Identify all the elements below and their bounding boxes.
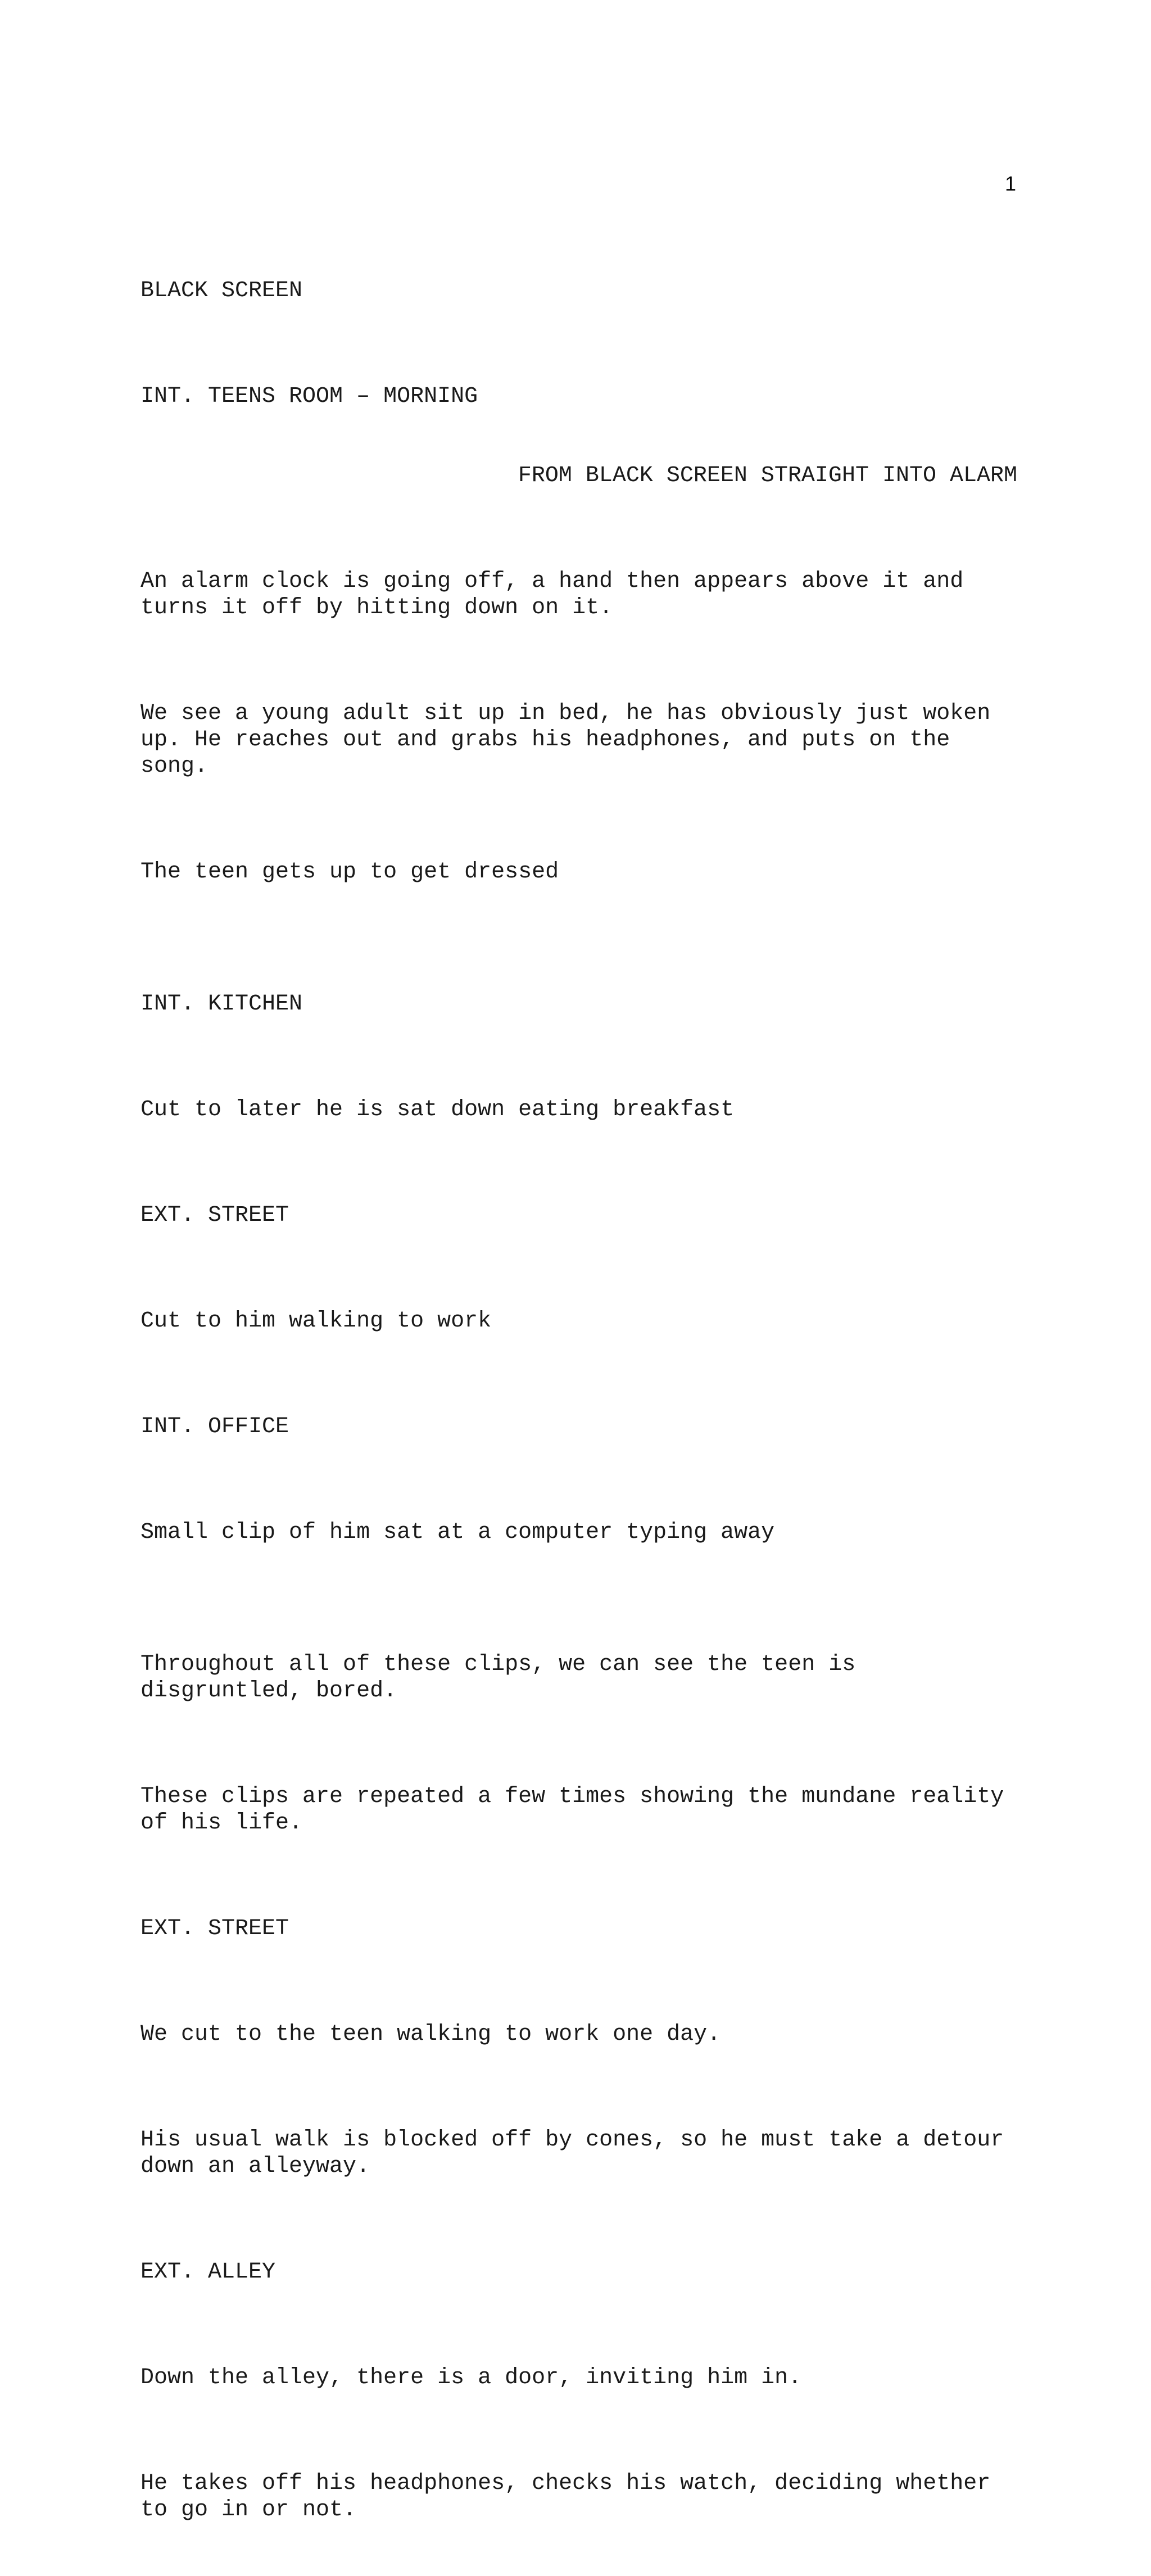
action-line: An alarm clock is going off, a hand then appears above it and turns it off by hitting down on it. [141,569,977,621]
action-line: Throughout all of these clips, we can see the teen is disgruntled, bored. [141,1652,869,1704]
scene-heading: EXT. ALLEY [141,2260,276,2285]
scene-heading: EXT. STREET [141,1916,289,1941]
action-line: His usual walk is blocked off by cones, so he must take a detour down an alleyway. [141,2127,1018,2179]
scene-heading: INT. KITCHEN [141,992,303,1017]
action-line: Cut to him walking to work [141,1309,492,1334]
page-number: 1 [1005,172,1017,195]
action-line: We cut to the teen walking to work one day. [141,2022,721,2047]
action-line: We see a young adult sit up in bed, he has obviously just woken up. He reaches out and grabs his headphones, and puts on the song. [141,701,1004,779]
action-line: He takes off his headphones, checks his watch, deciding whether to go in or not. [141,2471,1004,2523]
screenplay-body [141,225,1017,2576]
scene-heading: INT. OFFICE [141,1414,289,1439]
scene-heading: EXT. STREET [141,1203,289,1228]
scene-heading: BLACK SCREEN [141,278,303,304]
scene-heading: INT. TEENS ROOM – MORNING [141,384,478,409]
action-line: Down the alley, there is a door, inviting him in. [141,2365,802,2391]
action-line: Small clip of him sat at a computer typing away [141,1520,775,1545]
transition: FROM BLACK SCREEN STRAIGHT INTO ALARM [518,463,1017,488]
action-line: Cut to later he is sat down eating breakfast [141,1097,735,1122]
action-line: These clips are repeated a few times showing the mundane reality of his life. [141,1784,1018,1836]
action-line: The teen gets up to get dressed [141,859,559,885]
